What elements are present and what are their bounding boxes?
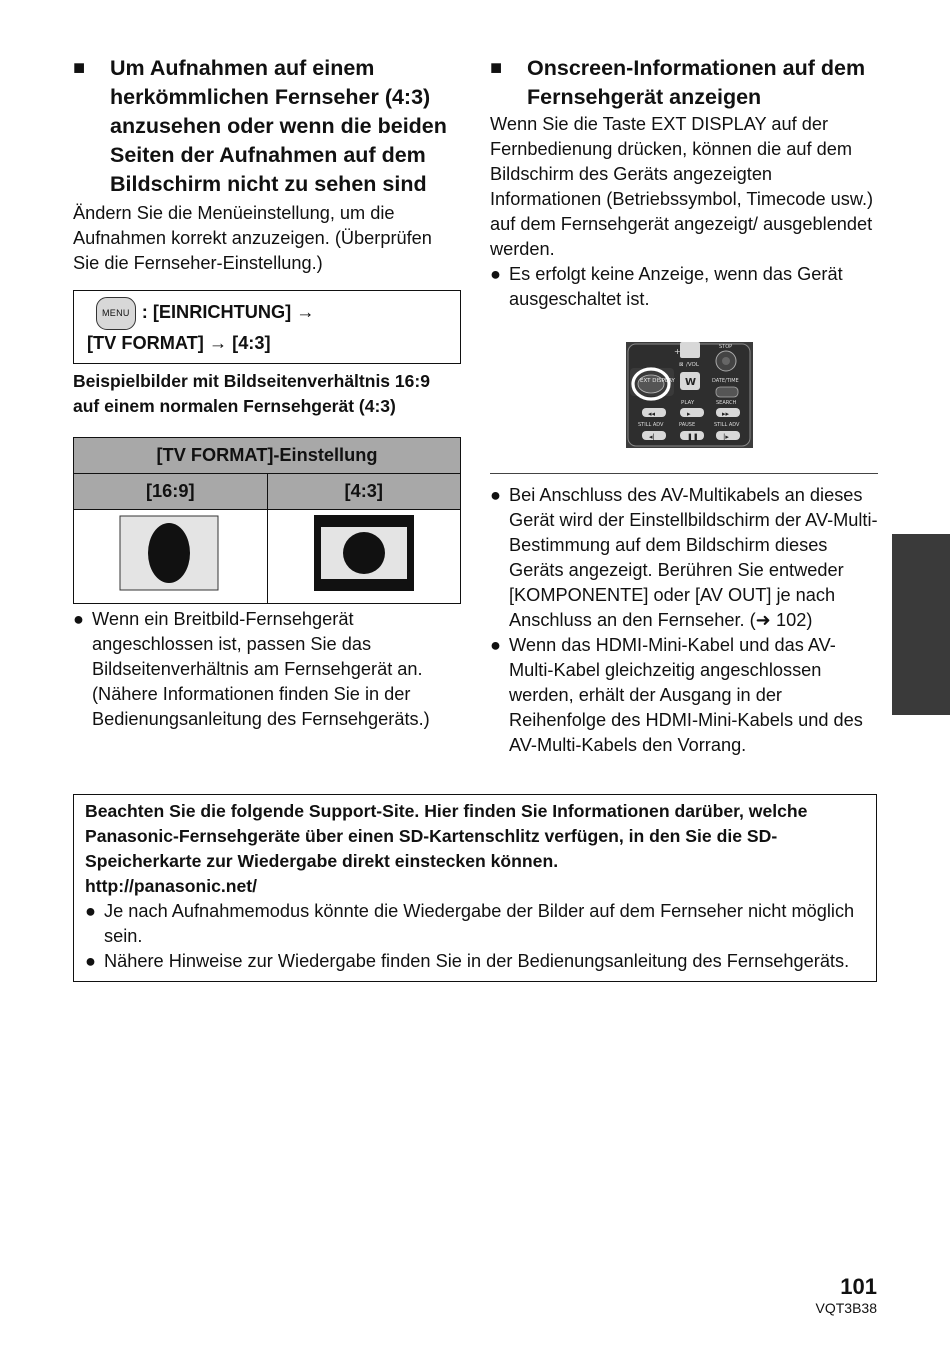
heading-text: Onscreen-Informationen auf dem Fernsehgerät anzeigen bbox=[527, 56, 866, 109]
svg-text:PLAY: PLAY bbox=[681, 400, 695, 406]
left-column bbox=[73, 54, 461, 732]
svg-text:+: + bbox=[674, 347, 681, 356]
bullet-icon: ● bbox=[85, 901, 96, 921]
svg-text:/VOL: /VOL bbox=[686, 362, 699, 368]
menu-path-line1: : [EINRICHTUNG] → bbox=[141, 302, 315, 322]
bullet-icon: ● bbox=[490, 264, 501, 284]
svg-text:|▸: |▸ bbox=[723, 433, 729, 441]
menu-instruction-box bbox=[73, 290, 461, 364]
note-bullet-recording-mode: ● Je nach Aufnahmemodus könnte die Wiedergabe der Bilder auf dem Fernseher nicht möglich sein. bbox=[85, 899, 865, 949]
section-heading-tv-format bbox=[73, 54, 461, 199]
page-number: 101 bbox=[840, 1274, 877, 1299]
svg-text:EXT DISPLAY: EXT DISPLAY bbox=[640, 378, 675, 384]
letterboxed-image-icon bbox=[304, 514, 424, 594]
svg-text:SEARCH: SEARCH bbox=[716, 400, 737, 406]
menu-path-line2: [TV FORMAT] → [4:3] bbox=[87, 333, 271, 353]
bullet-hdmi-priority: ● Wenn das HDMI-Mini-Kabel und das AV-Multi-Kabel gleichzeitig angeschlossen werden, erhält der Ausgang in der Reihenfolge des HDMI-Mini-Kabels und des AV-Multi-Kabels den Vorrang. bbox=[490, 633, 878, 758]
svg-text:STOP: STOP bbox=[719, 344, 733, 350]
document-code: VQT3B38 bbox=[815, 1300, 877, 1316]
svg-text:PAUSE: PAUSE bbox=[679, 422, 696, 428]
example-image-16-9 bbox=[74, 510, 268, 604]
svg-text:⊠: ⊠ bbox=[679, 362, 684, 368]
bullet-icon: ● bbox=[73, 609, 84, 629]
svg-text:◂|: ◂| bbox=[649, 433, 655, 441]
table-col-4-3: [4:3] bbox=[267, 474, 461, 510]
chapter-side-tab bbox=[892, 534, 950, 715]
heading-text: Um Aufnahmen auf einem herkömmlichen Fernseher (4:3) anzusehen oder wenn die beiden Seiten der Aufnahmen auf dem Bildschirm nicht zu sehen sind bbox=[110, 56, 447, 196]
svg-text:STILL ADV: STILL ADV bbox=[714, 422, 740, 428]
bullet-icon: ● bbox=[490, 635, 501, 655]
svg-text:STILL ADV: STILL ADV bbox=[638, 422, 664, 428]
widescreen-note: ● Wenn ein Breitbild-Fernsehgerät angeschlossen ist, passen Sie das Bildseitenverhältnis am Fernsehgerät an. (Nähere Informationen finden Sie in der Bedienungsanleitung des Fernsehgeräts.) bbox=[73, 607, 461, 732]
table-col-16-9: [16:9] bbox=[74, 474, 268, 510]
heading-square-icon: ■ bbox=[490, 57, 503, 79]
right-column bbox=[490, 54, 878, 758]
svg-text:▸: ▸ bbox=[687, 410, 691, 418]
svg-text:W: W bbox=[685, 377, 697, 388]
table-header: [TV FORMAT]-Einstellung bbox=[74, 438, 461, 474]
intro-paragraph: Ändern Sie die Menüeinstellung, um die Aufnahmen korrekt anzuzeigen. (Überprüfen Sie die Fernseher-Einstellung.) bbox=[73, 203, 432, 273]
svg-text:◂◂: ◂◂ bbox=[648, 410, 656, 418]
svg-text:❚❚: ❚❚ bbox=[687, 433, 699, 441]
support-note-text: Beachten Sie die folgende Support-Site. Hier finden Sie Informationen darüber, welche Panasonic-Fernsehgeräte über einen SD-Kartenschlitz verfügen, in den Sie die SD-Speicherkarte zur Wiedergabe direkt einstecken können. bbox=[85, 801, 808, 871]
heading-square-icon: ■ bbox=[73, 57, 86, 79]
remote-control-illustration bbox=[626, 342, 753, 448]
note-bullet-manual: ● Nähere Hinweise zur Wiedergabe finden Sie in der Bedienungsanleitung des Fernsehgeräts. bbox=[85, 949, 865, 974]
tv-format-table bbox=[73, 437, 461, 604]
bullet-no-display: ● Es erfolgt keine Anzeige, wenn das Gerät ausgeschaltet ist. bbox=[490, 262, 878, 312]
svg-text:DATE/TIME: DATE/TIME bbox=[712, 378, 739, 384]
section-heading-onscreen-info bbox=[490, 54, 878, 112]
bullet-av-multi: ● Bei Anschluss des AV-Multikabels an dieses Gerät wird der Einstellbildschirm der AV-Multi-Bestimmung auf dem Bildschirm dieses Geräts angezeigt. Berühren Sie entweder [KOMPONENTE] oder [AV OUT] je nach Anschluss an den Fernseher. (➜ 102) bbox=[490, 483, 878, 633]
example-title: Beispielbilder mit Bildseitenverhältnis 16:9 auf einem normalen Fernsehgerät (4:3) bbox=[73, 371, 430, 416]
support-note-box bbox=[73, 794, 877, 982]
example-image-4-3 bbox=[267, 510, 461, 604]
bullet-icon: ● bbox=[490, 485, 501, 505]
stretched-image-icon bbox=[110, 514, 230, 594]
bullet-icon: ● bbox=[85, 951, 96, 971]
svg-text:▸▸: ▸▸ bbox=[722, 410, 730, 418]
intro-paragraph: Wenn Sie die Taste EXT DISPLAY auf der Fernbedienung drücken, können die auf dem Bildschirm des Geräts angezeigten Informationen (Betriebssymbol, Timecode usw.) auf dem Fernsehgerät angezeigt/ ausgeblendet werden. bbox=[490, 114, 874, 259]
support-url[interactable]: http://panasonic.net/ bbox=[85, 876, 258, 896]
remote-control-image bbox=[626, 342, 878, 448]
menu-button-icon: MENU bbox=[96, 297, 136, 330]
divider-line bbox=[490, 473, 878, 758]
